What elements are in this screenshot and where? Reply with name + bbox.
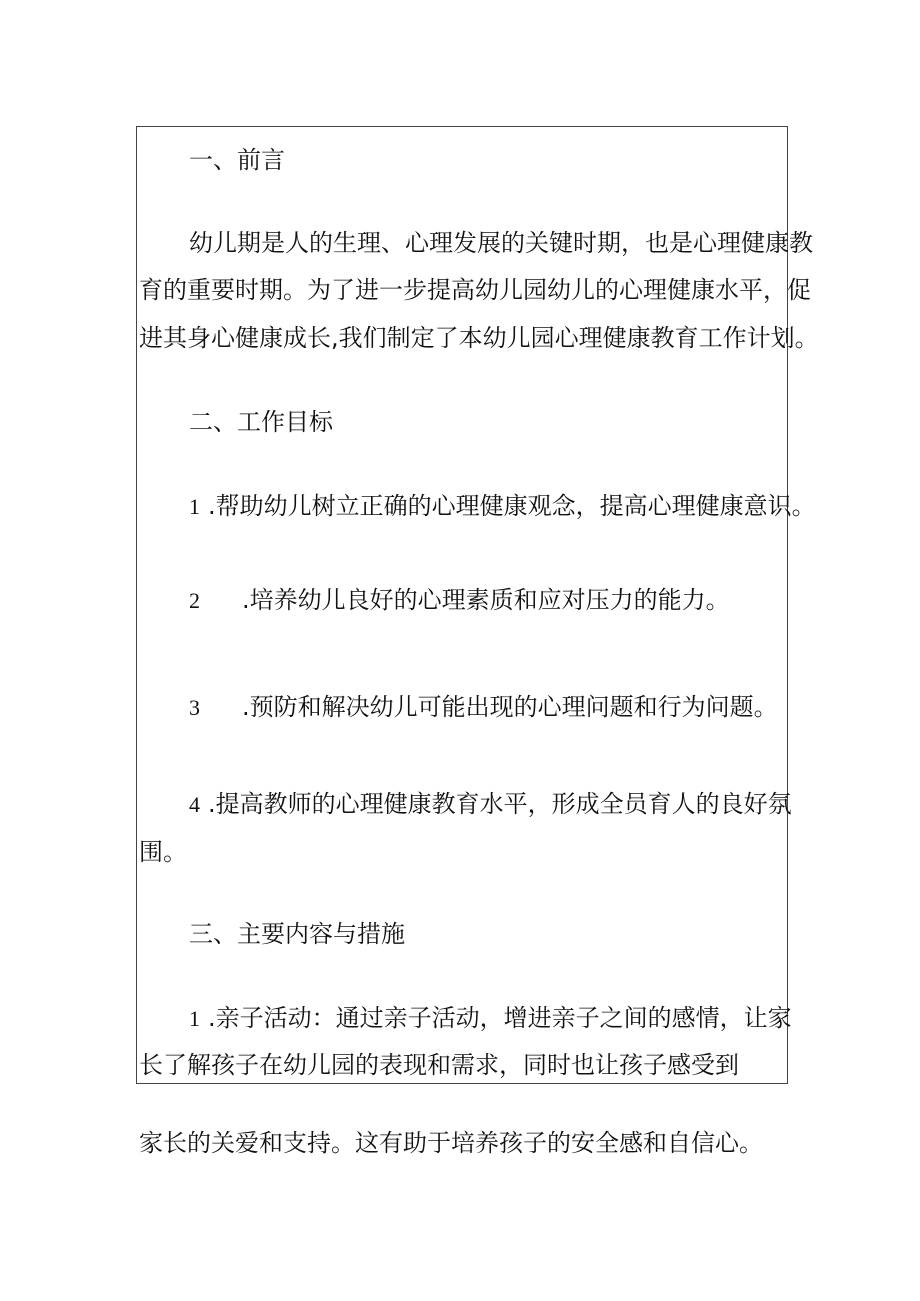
goal-text: .预防和解决幼儿可能出现的心理问题和行为问题。 bbox=[242, 693, 778, 721]
goal-item bbox=[189, 788, 792, 821]
section-heading-measures: 三、主要内容与措施 bbox=[189, 920, 405, 948]
intro-paragraph-line-3: 进其身心健康成长,我们制定了本幼儿园心理健康教育工作计划。 bbox=[139, 324, 819, 352]
goal-item bbox=[189, 584, 730, 617]
measure-line-2: 长了解孩子在幼儿园的表现和需求，同时也让孩子感受到 bbox=[139, 1051, 739, 1079]
goal-text: .培养幼儿良好的心理素质和应对压力的能力。 bbox=[242, 586, 730, 614]
section-heading-goals: 二、工作目标 bbox=[189, 408, 333, 436]
measure-item bbox=[189, 1002, 792, 1035]
goal-continuation: 围。 bbox=[139, 838, 187, 866]
goal-number: 4 bbox=[189, 792, 200, 817]
section-heading-preface: 一、前言 bbox=[189, 146, 285, 174]
goal-text: .帮助幼儿树立正确的心理健康观念，提高心理健康意识。 bbox=[208, 492, 816, 520]
continuation-paragraph: 家长的关爱和支持。这有助于培养孩子的安全感和自信心。 bbox=[139, 1129, 763, 1157]
goal-number: 3 bbox=[189, 695, 200, 720]
measure-text: .亲子活动：通过亲子活动，增进亲子之间的感情，让家 bbox=[208, 1004, 792, 1032]
goal-item bbox=[189, 490, 816, 523]
goal-text: .提高教师的心理健康教育水平，形成全员育人的良好氛 bbox=[208, 790, 792, 818]
intro-paragraph-line-1: 幼儿期是人的生理、心理发展的关键时期，也是心理健康教 bbox=[189, 229, 813, 257]
goal-number: 2 bbox=[189, 588, 200, 613]
goal-item bbox=[189, 691, 778, 724]
measure-number: 1 bbox=[189, 1006, 200, 1031]
intro-paragraph-line-2: 育的重要时期。为了进一步提高幼儿园幼儿的心理健康水平，促 bbox=[139, 276, 811, 304]
goal-number: 1 bbox=[189, 494, 200, 519]
